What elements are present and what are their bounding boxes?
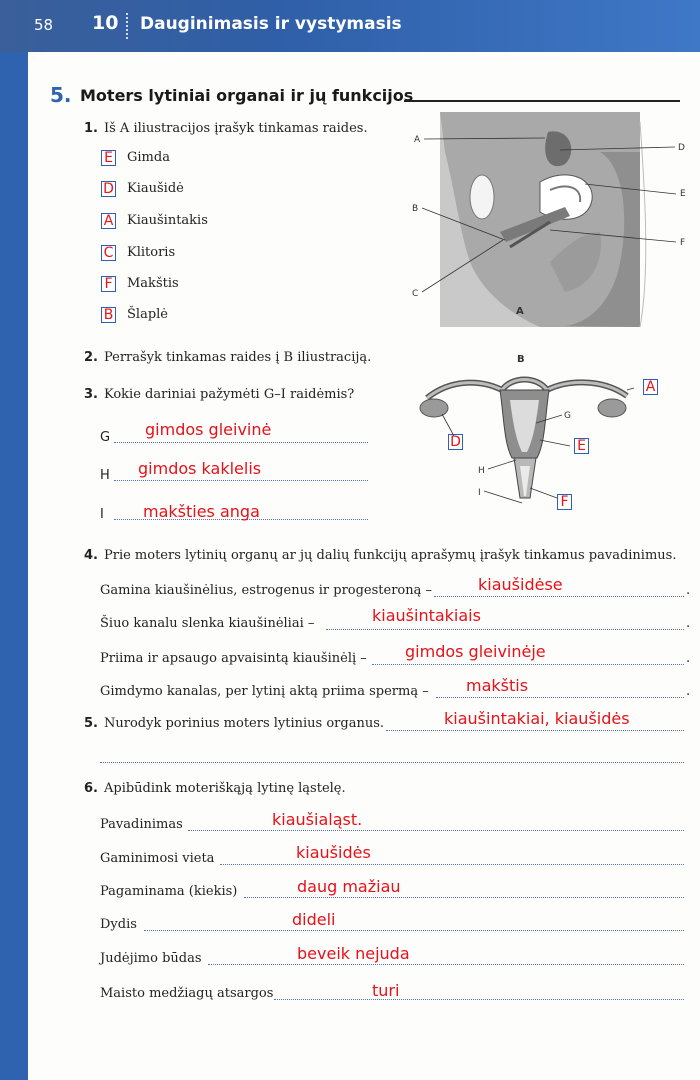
question-text: Iš A iliustracijos įrašyk tinkamas raides. — [103, 121, 368, 136]
question-text: Prie moters lytinių organų ar jų dalių funkcijų aprašymų įrašyk tinkamus pavadinimus. — [103, 548, 677, 563]
q6-answer-judejimo-budas[interactable]: beveik nejuda — [297, 944, 410, 963]
answer-line — [434, 596, 684, 597]
organ-label-kiausintakis: Kiaušintakis — [127, 213, 208, 228]
section-title: Moters lytiniai organai ir jų funkcijos — [80, 86, 414, 105]
page-header-bar — [0, 0, 700, 52]
answer-line — [436, 697, 684, 698]
figure-b-frontal-section — [412, 348, 692, 518]
q4-item-text: Priima ir apsaugo apvaisintą kiaušinėlį – — [100, 651, 367, 666]
section-number: 5. — [50, 83, 72, 107]
figure-b-answer-a[interactable]: A — [643, 379, 658, 395]
q3-answer-i[interactable]: makšties anga — [143, 502, 260, 521]
question-2 — [84, 350, 371, 365]
q3-letter-h: H — [100, 468, 110, 483]
answer-line — [144, 930, 684, 931]
question-text: Perrašyk tinkamas raides į B iliustraciją. — [103, 350, 372, 365]
answer-box-klitoris[interactable]: C — [101, 245, 116, 261]
question-1 — [84, 121, 368, 136]
answer-line — [188, 830, 684, 831]
chapter-number: 10 — [92, 12, 119, 34]
q6-label: Dydis — [100, 917, 137, 932]
chapter-separator — [126, 13, 128, 39]
figure-a-label-b: B — [412, 204, 419, 214]
q6-answer-maisto-atsargos[interactable]: turi — [372, 981, 400, 1000]
figure-b-label-g: G — [564, 411, 571, 421]
question-3 — [84, 387, 354, 402]
answer-line — [372, 664, 684, 665]
page-number: 58 — [34, 16, 54, 34]
answer-box-kiausintakis[interactable]: A — [101, 213, 116, 229]
q6-label: Pagaminama (kiekis) — [100, 884, 238, 899]
q4-item-text: Gamina kiaušinėlius, estrogenus ir progesteroną – — [100, 583, 433, 598]
answer-box-kiauside[interactable]: D — [101, 181, 116, 197]
figure-a-label-a: A — [414, 135, 421, 145]
figure-a-label-d: D — [678, 143, 685, 153]
q4-answer-2[interactable]: kiaušintakiais — [372, 606, 481, 625]
answer-line — [114, 480, 368, 481]
question-6 — [84, 781, 346, 796]
q3-letter-i: I — [100, 507, 104, 522]
q6-answer-kiekis[interactable]: daug mažiau — [297, 877, 401, 896]
q6-answer-dydis[interactable]: dideli — [292, 910, 336, 929]
q4-item-text: Šiuo kanalu slenka kiaušinėliai – — [100, 616, 315, 631]
answer-line — [386, 730, 684, 731]
q5-answer[interactable]: kiaušintakiai, kiaušidės — [444, 709, 630, 728]
answer-box-gimda[interactable]: E — [101, 150, 116, 166]
figure-b-answer-f[interactable]: F — [557, 494, 572, 510]
q3-letter-g: G — [100, 430, 111, 445]
q6-answer-gaminimosi-vieta[interactable]: kiaušidės — [296, 843, 371, 862]
question-number: 6. — [84, 781, 98, 796]
q6-label: Gaminimosi vieta — [100, 851, 215, 866]
section-title-rule — [404, 100, 680, 102]
q4-answer-1[interactable]: kiaušidėse — [478, 575, 563, 594]
organ-label-gimda: Gimda — [127, 150, 170, 165]
figure-a-label-e: E — [680, 189, 686, 199]
answer-line — [220, 864, 684, 865]
figure-a-label-f: F — [680, 238, 686, 248]
organ-label-makstis: Makštis — [127, 276, 179, 291]
q4-item-text: Gimdymo kanalas, per lytinį aktą priima spermą – — [100, 684, 429, 699]
question-number: 1. — [84, 121, 98, 136]
figure-a-caption: A — [516, 306, 524, 317]
answer-box-makstis[interactable]: F — [101, 276, 116, 292]
organ-label-kiauside: Kiaušidė — [127, 181, 184, 196]
figure-b-label-i: I — [478, 488, 481, 498]
answer-line — [244, 897, 684, 898]
q4-answer-3[interactable]: gimdos gleivinėje — [405, 642, 546, 661]
figure-b-label-h: H — [478, 466, 485, 476]
organ-label-klitoris: Klitoris — [127, 245, 176, 260]
q6-label: Pavadinimas — [100, 817, 183, 832]
answer-line — [274, 999, 684, 1000]
question-number: 2. — [84, 350, 98, 365]
figure-a-label-c: C — [412, 289, 419, 299]
side-color-strip — [0, 52, 28, 1080]
question-text: Nurodyk porinius moters lytinius organus. — [103, 716, 385, 731]
answer-line — [114, 442, 368, 443]
line-end-dot: . — [686, 651, 691, 666]
question-5 — [84, 716, 384, 731]
figure-b-caption: B — [517, 354, 525, 365]
question-4 — [84, 548, 676, 563]
q6-label: Maisto medžiagų atsargos — [100, 986, 274, 1001]
line-end-dot: . — [686, 616, 691, 631]
question-number: 3. — [84, 387, 98, 402]
answer-line — [208, 964, 684, 965]
q6-label: Judėjimo būdas — [100, 951, 202, 966]
question-number: 4. — [84, 548, 98, 563]
q6-answer-pavadinimas[interactable]: kiaušialąst. — [272, 810, 363, 829]
figure-a-sagittal-section — [400, 112, 700, 330]
answer-box-slaple[interactable]: B — [101, 307, 116, 323]
answer-line — [326, 629, 684, 630]
q3-answer-g[interactable]: gimdos gleivinė — [145, 420, 272, 439]
question-text: Apibūdink moteriškąją lytinę ląstelę. — [103, 781, 346, 796]
line-end-dot: . — [686, 684, 691, 699]
question-text: Kokie dariniai pažymėti G–I raidėmis? — [103, 387, 355, 402]
figure-b-answer-e[interactable]: E — [574, 438, 589, 454]
answer-line — [100, 762, 684, 763]
line-end-dot: . — [686, 583, 691, 598]
organ-label-slaple: Šlaplė — [127, 307, 168, 322]
chapter-title: Dauginimasis ir vystymasis — [140, 14, 402, 34]
question-number: 5. — [84, 716, 98, 731]
figure-b-answer-d[interactable]: D — [448, 434, 463, 450]
q4-answer-4[interactable]: makštis — [466, 676, 529, 695]
q3-answer-h[interactable]: gimdos kaklelis — [138, 459, 262, 478]
